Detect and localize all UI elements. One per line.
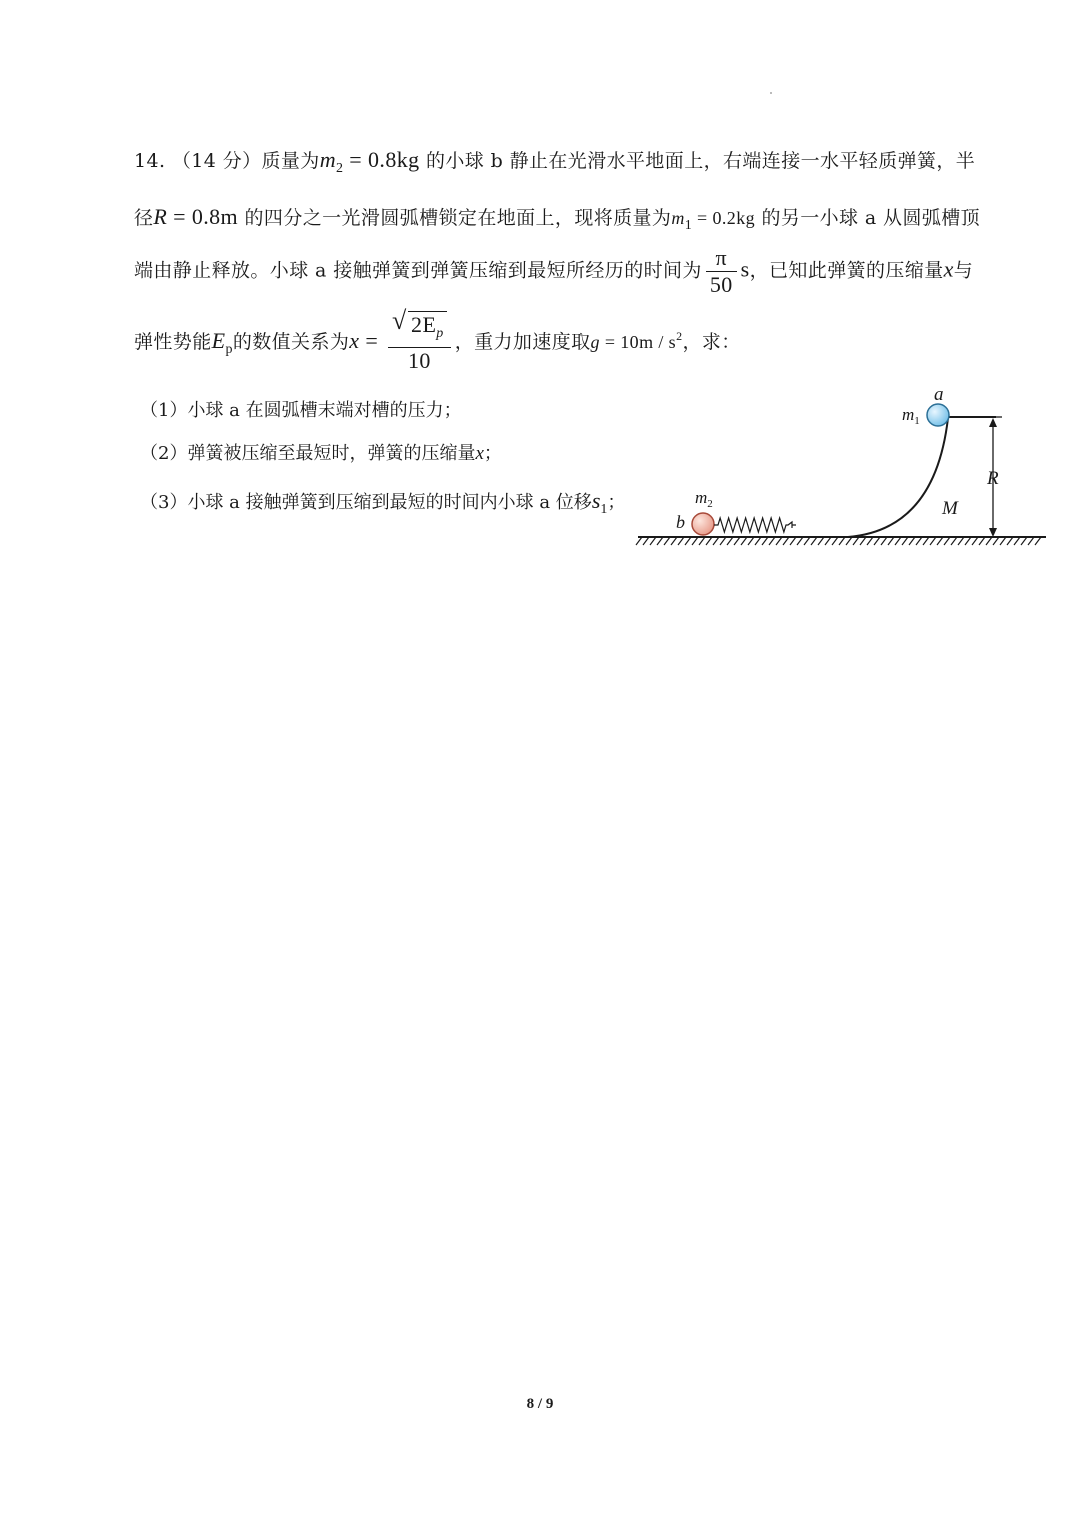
relation-fraction (388, 306, 451, 374)
ground (636, 537, 1046, 545)
g-superscript: 2 (676, 329, 683, 344)
label-m1 (902, 405, 920, 427)
ground-hatch-mark (1014, 537, 1020, 545)
ground-hatch-mark (734, 537, 740, 545)
ground-hatch-mark (790, 537, 796, 545)
radicand-subscript: p (436, 326, 444, 341)
ground-hatch-mark (706, 537, 712, 545)
question-line-4 (134, 306, 741, 374)
text: ，求： (682, 331, 741, 354)
Ep-expression (211, 328, 233, 358)
ground-hatch-mark (965, 537, 971, 545)
x-symbol: x (943, 256, 954, 282)
physics-diagram (630, 380, 1050, 555)
ground-hatch-mark (951, 537, 957, 545)
ground-hatch-mark (685, 537, 691, 545)
ground-hatch-mark (797, 537, 803, 545)
question-line-3 (134, 245, 973, 298)
sub-question-label: （3） (140, 492, 188, 513)
ground-hatch-mark (895, 537, 901, 545)
ground-hatch-mark (986, 537, 992, 545)
ground-hatch-mark (860, 537, 866, 545)
equals-sign: = (359, 328, 385, 354)
g-expression (590, 329, 683, 353)
label-m2 (695, 488, 713, 510)
time-unit: s (740, 256, 750, 282)
text: ； (483, 443, 502, 464)
ground-hatch-mark (909, 537, 915, 545)
ground-hatch-mark (811, 537, 817, 545)
relation-numerator (388, 306, 451, 348)
ground-hatch-mark (993, 537, 999, 545)
m2-value: = 0.8kg (343, 147, 420, 172)
ground-hatch-mark (769, 537, 775, 545)
ground-hatch-mark (1035, 537, 1041, 545)
m2-symbol: m (319, 147, 336, 172)
ground-hatch-mark (846, 537, 852, 545)
label-m2-subscript: 2 (707, 498, 713, 510)
text: ； (607, 492, 626, 513)
ground-hatch-mark (1007, 537, 1013, 545)
ground-hatch-mark (664, 537, 670, 545)
m1-expression (671, 208, 755, 233)
radical-sign: √ (392, 306, 407, 335)
ground-hatch-mark (643, 537, 649, 545)
square-root (392, 306, 447, 347)
text: ，重力加速度取 (454, 331, 591, 354)
m1-value: = 0.2kg (692, 208, 755, 228)
scan-speck (770, 92, 772, 94)
text: 的四分之一光滑圆弧槽锁定在地面上，现将质量为 (238, 207, 672, 229)
text: 的数值关系为 (232, 331, 350, 354)
radicand-text: 2E (411, 312, 437, 337)
sub-question-2 (140, 439, 502, 465)
sub-question-text: 小球 a 接触弹簧到压缩到最短的时间内小球 a 位移 (187, 492, 592, 513)
ground-hatch-mark (657, 537, 663, 545)
sub-question-1 (140, 396, 462, 422)
ground-hatch-mark (1000, 537, 1006, 545)
Ep-symbol: E (211, 328, 226, 354)
text: 端由静止释放。小球 a 接触弹簧到弹簧压缩到最短所经历的时间为 (134, 259, 702, 282)
m2-expression (319, 147, 420, 176)
relation-denominator: 10 (407, 348, 431, 373)
x-symbol: x (475, 443, 484, 464)
m1-subscript: 1 (684, 218, 693, 233)
ground-hatch-mark (741, 537, 747, 545)
ground-hatch-mark (636, 537, 642, 545)
x-relation (349, 306, 454, 373)
ground-hatch-mark (930, 537, 936, 545)
sub-question-3 (140, 488, 625, 518)
page-number: 8 / 9 (526, 1396, 554, 1412)
R-value: = 0.8m (167, 204, 239, 229)
label-a: a (934, 384, 944, 405)
sub-question-label: （1） (140, 400, 188, 421)
spring (714, 518, 796, 532)
ground-hatch-mark (755, 537, 761, 545)
ground-hatch-mark (979, 537, 985, 545)
x-symbol: x (349, 328, 360, 354)
ground-hatch-mark (972, 537, 978, 545)
ball-a (927, 404, 949, 426)
radicand (408, 311, 447, 341)
ground-hatch-mark (923, 537, 929, 545)
ground-hatch-mark (944, 537, 950, 545)
ground-hatch-mark (937, 537, 943, 545)
g-value: = 10m / s (599, 332, 677, 353)
s1-symbol: s (591, 488, 601, 513)
ground-hatch-mark (650, 537, 656, 545)
s1-expression (591, 488, 608, 517)
ground-hatch-mark (671, 537, 677, 545)
question-number: 14. (134, 150, 166, 172)
ground-hatch-mark (748, 537, 754, 545)
question-line-1 (134, 146, 975, 177)
label-m1-symbol: m (902, 405, 915, 424)
Ep-subscript: p (225, 342, 233, 358)
text: 与 (953, 259, 974, 282)
g-symbol: g (590, 332, 600, 353)
label-M: M (942, 498, 958, 519)
text: 的另一小球 a 从圆弧槽顶 (755, 207, 981, 229)
s1-subscript: 1 (600, 502, 608, 517)
sub-question-text: 小球 a 在圆弧槽末端对槽的压力； (187, 400, 462, 421)
ground-hatch-mark (839, 537, 845, 545)
label-b: b (676, 512, 685, 532)
text: 的小球 b 静止在光滑水平地面上，右端连接一水平轻质弹簧，半 (419, 150, 976, 172)
ground-hatch-mark (916, 537, 922, 545)
fraction-denominator: 50 (709, 272, 733, 297)
label-m1-subscript: 1 (914, 415, 920, 427)
text: 弹性势能 (134, 331, 212, 354)
text: ，已知此弹簧的压缩量 (749, 259, 944, 282)
arc-groove-curve (848, 418, 948, 537)
ground-hatch-mark (678, 537, 684, 545)
ground-hatch-mark (867, 537, 873, 545)
text: 径 (134, 207, 154, 229)
ground-hatch-mark (874, 537, 880, 545)
ground-hatch-mark (1028, 537, 1034, 545)
ground-hatch-mark (776, 537, 782, 545)
ground-hatch-mark (727, 537, 733, 545)
ground-hatch-mark (783, 537, 789, 545)
label-m2-symbol: m (695, 488, 708, 507)
ball-b (692, 513, 714, 535)
ground-hatch-mark (762, 537, 768, 545)
ground-hatch-mark (902, 537, 908, 545)
R-expression (153, 204, 238, 229)
ground-hatch-mark (818, 537, 824, 545)
ground-hatch-mark (713, 537, 719, 545)
fraction-numerator: π (706, 245, 737, 272)
question-score: （14 分） (171, 150, 262, 172)
ground-hatch-mark (832, 537, 838, 545)
time-fraction (706, 245, 737, 298)
ground-hatch-mark (958, 537, 964, 545)
label-R: R (987, 468, 999, 489)
m2-subscript: 2 (336, 161, 344, 176)
ground-hatch-mark (1021, 537, 1027, 545)
question-line-2 (134, 203, 980, 234)
R-symbol: R (153, 204, 168, 229)
ground-hatch-mark (699, 537, 705, 545)
ground-hatch-mark (692, 537, 698, 545)
ground-hatch-mark (881, 537, 887, 545)
text: 质量为 (261, 150, 320, 172)
sub-question-label: （2） (140, 443, 188, 464)
ground-hatch-mark (720, 537, 726, 545)
ground-hatch-mark (825, 537, 831, 545)
ground-hatch-mark (853, 537, 859, 545)
ground-hatch-mark (888, 537, 894, 545)
ground-hatch-mark (804, 537, 810, 545)
sub-question-text: 弹簧被压缩至最短时，弹簧的压缩量 (187, 443, 476, 464)
m1-symbol: m (671, 208, 685, 228)
